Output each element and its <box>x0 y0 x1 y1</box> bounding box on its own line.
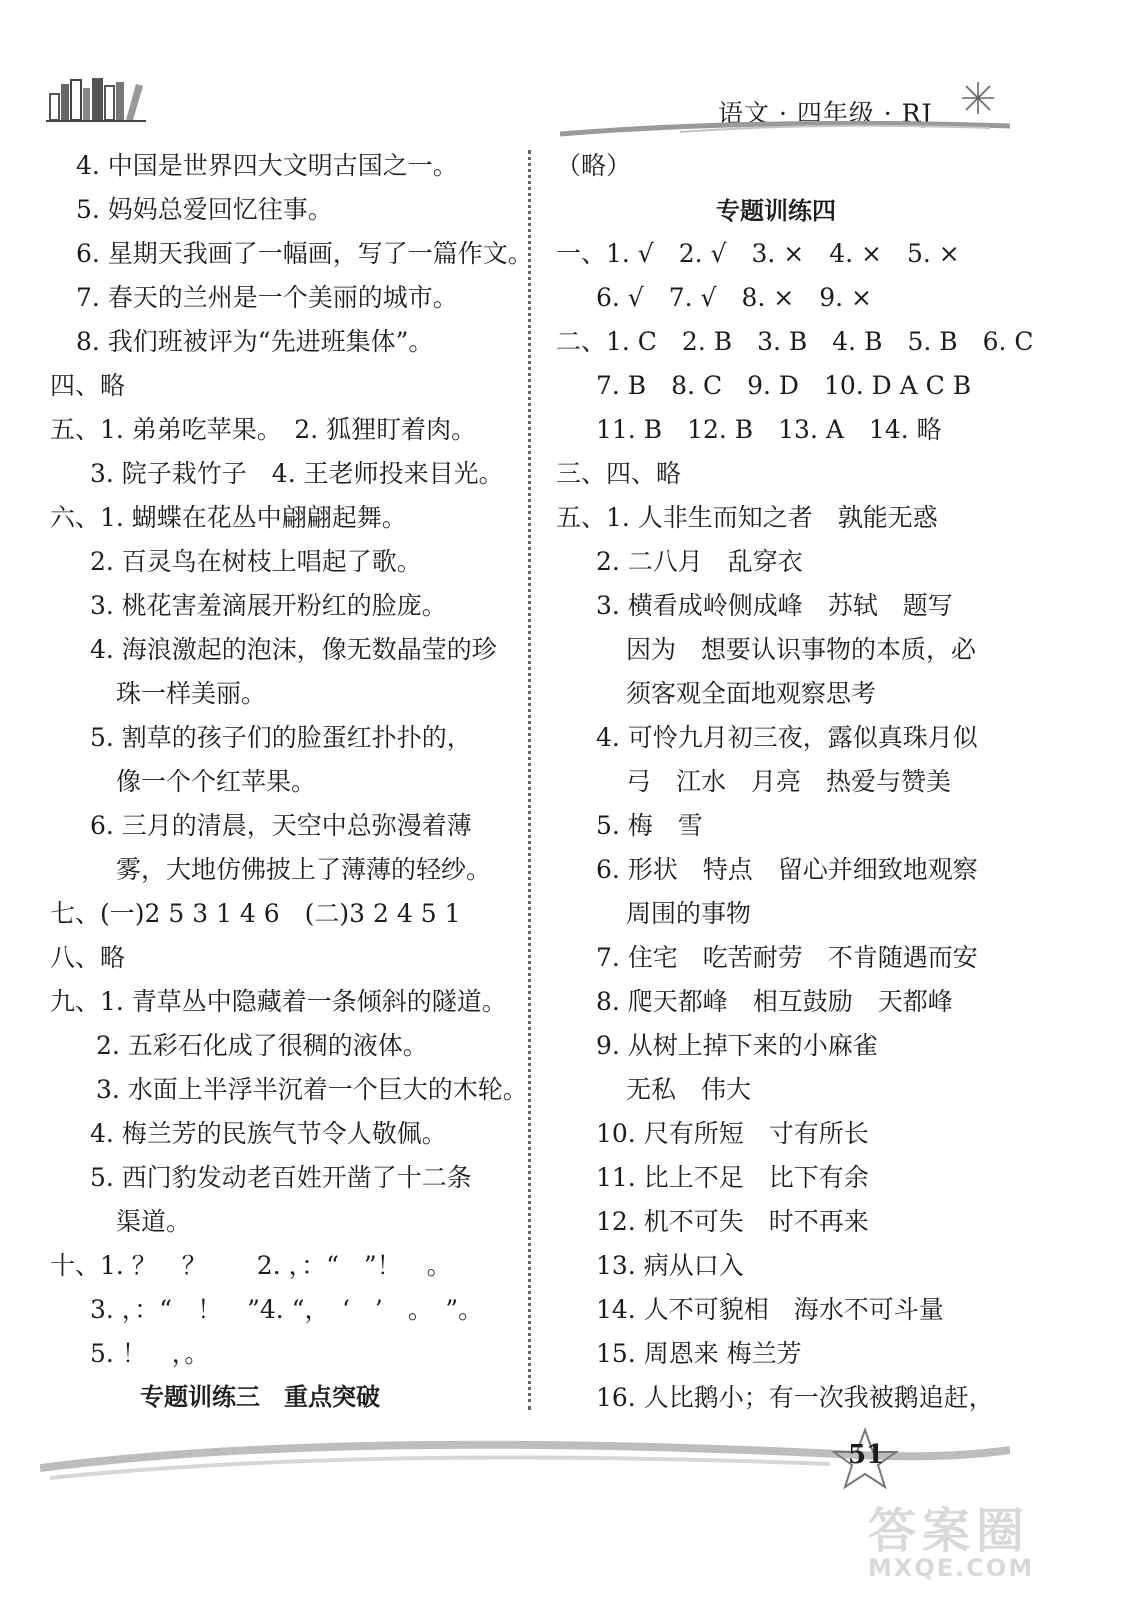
answer-line: 5. 妈妈总爱回忆往事。 <box>76 195 333 224</box>
answer-line: 渠道。 <box>116 1207 192 1236</box>
answer-line: 3. 横看成岭侧成峰 苏轼 题写 <box>596 591 953 620</box>
answer-line: 珠一样美丽。 <box>116 679 267 708</box>
answer-line: 周围的事物 <box>626 899 752 928</box>
watermark-url: MXQE.COM <box>868 1554 1035 1582</box>
answer-line: 三、四、略 <box>556 459 682 488</box>
answer-line: 4. 梅兰芳的民族气节令人敬佩。 <box>90 1119 447 1148</box>
answer-line: 2. 二八月 乱穿衣 <box>596 547 803 576</box>
answer-line: 六、1. 蝴蝶在花丛中翩翩起舞。 <box>50 503 407 532</box>
answer-line: 九、1. 青草丛中隐藏着一条倾斜的隧道。 <box>50 987 507 1016</box>
answer-line: 7. 住宅 吃苦耐劳 不肯随遇而安 <box>596 943 978 972</box>
answer-line: 9. 从树上掉下来的小麻雀 <box>596 1031 878 1060</box>
answer-line: 十、1. ？ ？ 2. ，：“ ”！ 。 <box>50 1251 452 1280</box>
watermark-logo <box>868 1492 1118 1592</box>
answer-line: 无私 伟大 <box>626 1075 752 1104</box>
answer-line: 6. 三月的清晨，天空中总弥漫着薄 <box>90 811 472 840</box>
answer-line: 16. 人比鹅小；有一次我被鹅追赶， <box>596 1383 994 1412</box>
answer-line: 11. B 12. B 13. A 14. 略 <box>596 415 942 444</box>
answer-line: 5. 西门豹发动老百姓开凿了十二条 <box>90 1163 472 1192</box>
books-icon <box>46 74 146 122</box>
answer-line: 4. 可怜九月初三夜，露似真珠月似 <box>596 723 978 752</box>
answer-line: 5. ！ ，。 <box>90 1339 210 1368</box>
answer-line: 须客观全面地观察思考 <box>626 679 877 708</box>
answer-line: 七、(一)2 5 3 1 4 6 (二)3 2 4 5 1 <box>50 899 461 928</box>
answer-line: 6. √ 7. √ 8. × 9. × <box>596 283 872 312</box>
section-heading: 专题训练四 <box>716 197 836 225</box>
answer-line: （略） <box>556 151 632 180</box>
section-heading: 专题训练三 重点突破 <box>140 1383 380 1411</box>
answer-line: 二、1. C 2. B 3. B 4. B 5. B 6. C <box>556 327 1034 356</box>
answer-line: 11. 比上不足 比下有余 <box>596 1163 869 1192</box>
answer-line: 4. 中国是世界四大文明古国之一。 <box>76 151 458 180</box>
answer-line: 12. 机不可失 时不再来 <box>596 1207 869 1236</box>
column-divider <box>528 150 531 1410</box>
answer-line: 6. 星期天我画了一幅画，写了一篇作文。 <box>76 239 533 268</box>
answer-line: 8. 爬天都峰 相互鼓励 天都峰 <box>596 987 953 1016</box>
watermark-text: 答案圈 <box>868 1503 1031 1559</box>
answer-line: 八、略 <box>50 943 126 972</box>
answer-line: 5. 割草的孩子们的脸蛋红扑扑的， <box>90 723 472 752</box>
answer-line: 5. 梅 雪 <box>596 811 703 840</box>
answer-line: 一、1. √ 2. √ 3. × 4. × 5. × <box>556 239 960 268</box>
answer-line: 3. 院子栽竹子 4. 王老师投来目光。 <box>90 459 504 488</box>
header-swoosh <box>560 112 1010 138</box>
answer-line: 弓 江水 月亮 热爱与赞美 <box>626 767 952 796</box>
answer-line: 4. 海浪激起的泡沫，像无数晶莹的珍 <box>90 635 497 664</box>
answer-line: 3. ，：“ ！ ”4. “， ‘ ’ 。 ”。 <box>90 1295 484 1324</box>
answer-line: 因为 想要认识事物的本质，必 <box>626 635 977 664</box>
answer-line: 3. 桃花害羞滴展开粉红的脸庞。 <box>90 591 447 620</box>
answer-line: 五、1. 弟弟吃苹果。 2. 狐狸盯着肉。 <box>50 415 477 444</box>
answer-line: 8. 我们班被评为“先进班集体”。 <box>76 327 434 356</box>
answer-line: 2. 五彩石化成了很稠的液体。 <box>96 1031 428 1060</box>
answer-line: 五、1. 人非生而知之者 孰能无惑 <box>556 503 938 532</box>
answer-line: 6. 形状 特点 留心并细致地观察 <box>596 855 978 884</box>
answer-line: 2. 百灵鸟在树枝上唱起了歌。 <box>90 547 422 576</box>
answer-line: 雾，大地仿佛披上了薄薄的轻纱。 <box>116 855 492 884</box>
star-burst-icon <box>960 80 996 116</box>
answer-line: 7. B 8. C 9. D 10. D A C B <box>596 371 972 400</box>
answer-line: 13. 病从口入 <box>596 1251 744 1280</box>
answer-line: 7. 春天的兰州是一个美丽的城市。 <box>76 283 458 312</box>
answer-line: 15. 周恩来 梅兰芳 <box>596 1339 802 1368</box>
header-title: 语文 · 四年级 · RJ <box>718 99 933 128</box>
answer-line: 14. 人不可貌相 海水不可斗量 <box>596 1295 944 1324</box>
answer-line: 10. 尺有所短 寸有所长 <box>596 1119 869 1148</box>
answer-line: 像一个个红苹果。 <box>116 767 317 796</box>
answer-line: 四、略 <box>50 371 126 400</box>
answer-line: 3. 水面上半浮半沉着一个巨大的木轮。 <box>96 1075 528 1104</box>
page-number: 51 <box>848 1440 885 1470</box>
